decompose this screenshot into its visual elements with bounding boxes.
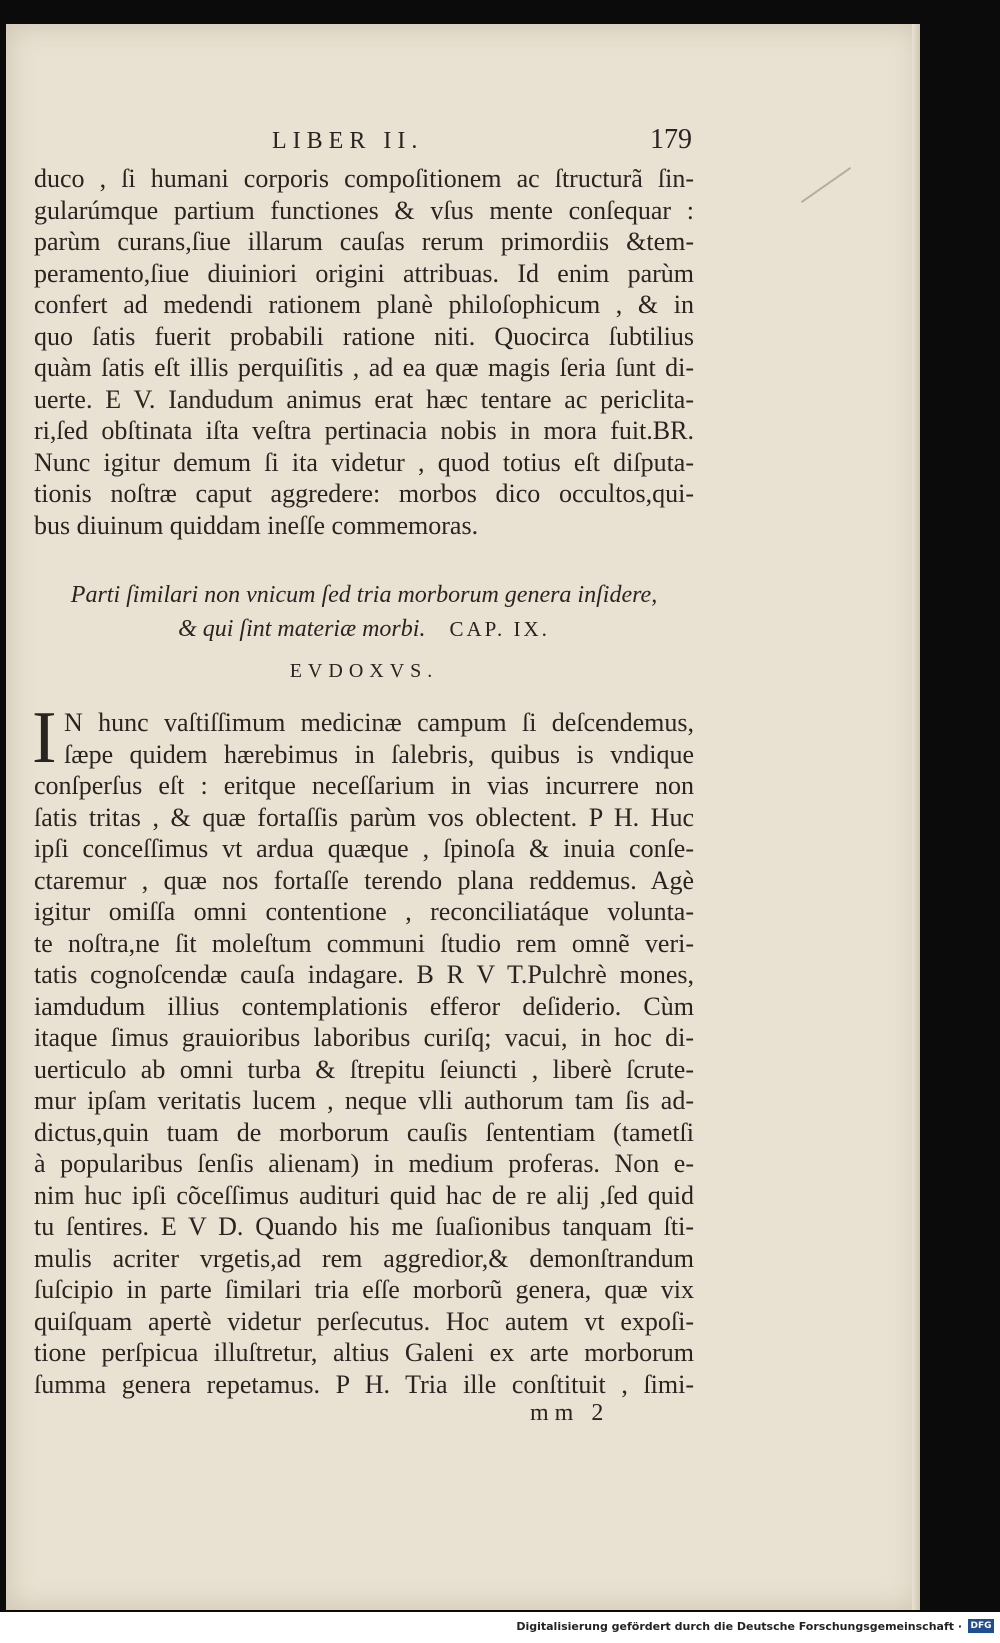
text-line: conſperſus eſt : eritque neceſſarium in vias incurrere non [34, 771, 694, 800]
dfg-logo: DFG [968, 1619, 994, 1633]
text-line: N hunc vaſtiſſimum medicinæ campum ſi deſcendemus, [64, 708, 694, 737]
page-header [34, 120, 694, 160]
chapter-number: CAP. IX. [449, 617, 550, 641]
footer-bar [0, 1612, 1000, 1643]
chapter-heading-line-2 [34, 612, 694, 646]
continued-text [34, 163, 694, 541]
text-line: te noſtra,ne ſit moleſtum communi ſtudio rem omnẽ veri- [34, 928, 694, 958]
text-line: à popularibus ſenſis alienam) in medium proferas. Non e- [34, 1149, 694, 1178]
text-line: ſuſcipio in parte ſimilari tria eſſe morborũ genera, quæ vix [34, 1275, 694, 1304]
text-line: ſumma genera repetamus. P H. Tria ille conſtituit , ſimi- [34, 1369, 694, 1399]
signature-mark: mm 2 [530, 1400, 610, 1426]
text-line: dictus,quin tuam de morborum cauſis ſententiam (tametſi [34, 1117, 694, 1147]
text-line: ipſi conceſſimus vt ardua quæque , ſpinoſa & inuia conſe- [34, 834, 694, 863]
chapter-heading [34, 578, 694, 646]
text-line: tatis cognoſcendæ cauſa indagare. B R V T.Pulchrè mones, [34, 960, 694, 989]
running-head: LIBER II. [272, 128, 424, 154]
book-page [6, 24, 920, 1610]
text-line: gularúmque partium functiones & vſus mente conſequar : [34, 195, 694, 225]
text-line: tu ſentires. E V D. Quando his me ſuaſionibus tanquam ſti- [34, 1212, 694, 1241]
text-line: ſatis tritas , & quæ fortaſſis parùm vos oblectent. P H. Huc [34, 802, 694, 832]
text-line: nim huc ipſi cõceſſimus audituri quid hac de re alij ,ſed quid [34, 1180, 694, 1210]
text-line: quo ſatis fuerit probabili ratione niti. Quocirca ſubtilius [34, 321, 694, 351]
speaker-heading: EVDOXVS. [289, 660, 439, 682]
drop-cap: I [32, 697, 57, 779]
text-line: tionis noſtræ caput aggredere: morbos dico occultos,qui- [34, 479, 694, 508]
text-line: iamdudum illius contemplationis efferor deſiderio. Cùm [34, 991, 694, 1021]
chapter-heading-line-2-text: & qui ſint materiæ morbi. [178, 616, 426, 642]
text-line: parùm curans,ſiue illarum cauſas rerum primordiis &tem- [34, 227, 694, 256]
text-line: duco , ſi humani corporis compoſitionem ac ſtructurã ſin- [34, 164, 694, 193]
text-line: tione perſpicua illuſtretur, altius Galeni ex arte morborum [34, 1338, 694, 1367]
text-line: quàm ſatis eſt illis perquiſitis , ad ea quæ magis ſeria ſunt di- [34, 353, 694, 382]
margin-pen-mark [801, 167, 851, 203]
text-line: igitur omiſſa omni contentione , reconciliatáque volunta- [34, 897, 694, 926]
text-line: ſæpe quidem hærebimus in ſalebris, quibus is vndique [64, 739, 694, 769]
text-line: mulis acriter vrgetis,ad rem aggredior,& demonſtrandum [34, 1243, 694, 1273]
text-line: bus diuinum quiddam ineſſe commemoras. [34, 510, 479, 540]
text-line: peramento,ſiue diuiniori origini attribuas. Id enim parùm [34, 258, 694, 288]
text-line: itaque ſimus grauioribus laboribus curiſq; vacui, in hoc di- [34, 1023, 694, 1052]
text-line: mur ipſam veritatis lucem , neque vlli authorum tam ſis ad- [34, 1086, 694, 1115]
page-number: 179 [650, 124, 692, 155]
text-line: ctaremur , quæ nos fortaſſe terendo plana reddemus. Agè [34, 865, 694, 895]
text-line: quiſquam apertè videtur perſecutus. Hoc autem vt expoſi- [34, 1306, 694, 1336]
text-line: confert ad medendi rationem planè philoſophicum , & in [34, 290, 694, 319]
chapter-heading-line-1: Parti ſimilari non vnicum ſed tria morborum genera inſidere, [70, 582, 658, 608]
text-line: Nunc igitur demum ſi ita videtur , quod totius eſt diſputa- [34, 447, 694, 477]
text-line: ri,ſed obſtinata iſta veſtra pertinacia nobis in mora fuit.BR. [34, 416, 694, 445]
text-line: uerte. E V. Iandudum animus erat hæc tentare ac periclita- [34, 384, 694, 414]
page-edge [912, 24, 920, 1610]
text-line: uerticulo ab omni turba & ſtrepitu ſeiuncti , liberè ſcrute- [34, 1054, 694, 1084]
main-text [32, 697, 694, 1400]
footer-credit: Digitalisierung gefördert durch die Deutsche Forschungsgemeinschaft · [516, 1620, 962, 1633]
